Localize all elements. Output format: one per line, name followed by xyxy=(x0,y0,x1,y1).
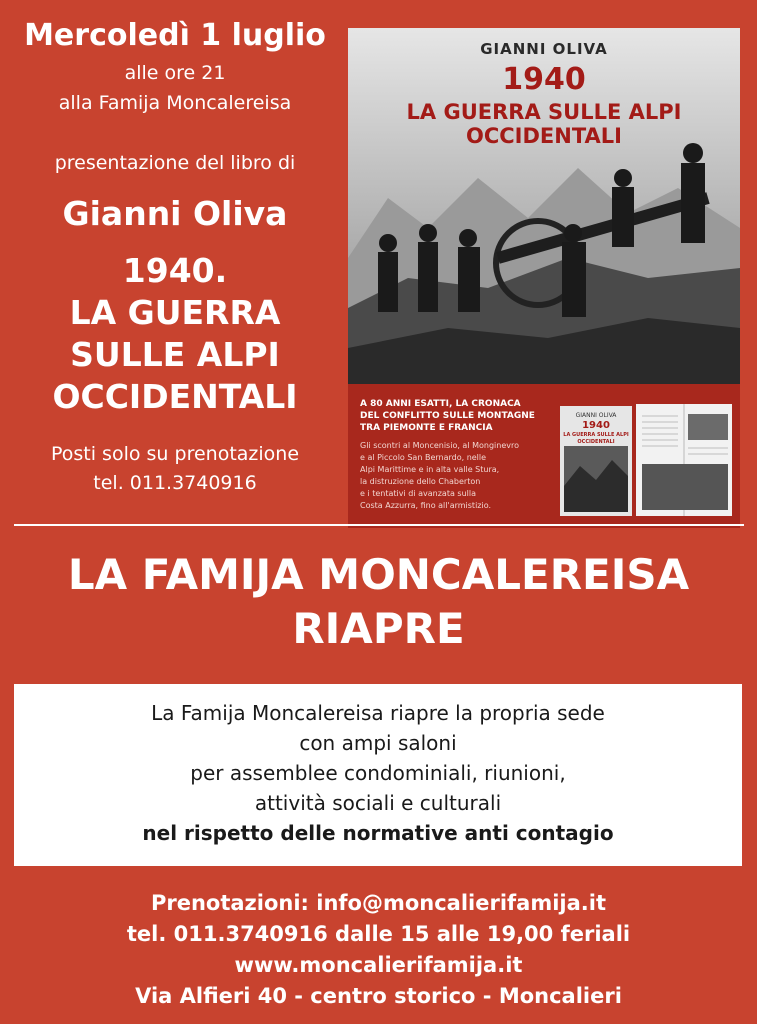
notice-bold-line: nel rispetto delle normative anti contagio xyxy=(142,821,614,845)
cover-description-line: e i tentativi di avanzata sulla xyxy=(360,489,476,498)
mini-book-photo xyxy=(560,446,632,516)
notice-line: La Famija Moncalereisa riapre la propria sede xyxy=(151,701,605,725)
book-cover xyxy=(348,28,740,528)
cover-tagline-line: A 80 ANNI ESATTI, LA CRONACA xyxy=(360,399,521,409)
reopening-headline xyxy=(0,548,757,656)
notice-box xyxy=(14,684,742,866)
cover-description-line: Gli scontri al Moncenisio, al Monginevro xyxy=(360,441,519,450)
cover-tagline-line: TRA PIEMONTE E FRANCIA xyxy=(360,423,493,433)
book-title-line: LA GUERRA xyxy=(69,293,281,332)
headline-line: RIAPRE xyxy=(292,604,465,653)
book-title-line: 1940. xyxy=(122,251,228,290)
cover-description-line: Alpi Marittime e in alta valle Stura, xyxy=(360,465,500,474)
cover-info-panel xyxy=(348,384,740,528)
book-title-line: OCCIDENTALI xyxy=(52,377,298,416)
booking-email[interactable]: Prenotazioni: info@moncalierifamija.it xyxy=(150,891,607,915)
mini-book-spread-image xyxy=(636,404,732,516)
booking-website[interactable]: www.moncalierifamija.it xyxy=(234,953,523,977)
mini-book-author: GIANNI OLIVA xyxy=(575,412,617,419)
event-venue: alla Famija Moncalereisa xyxy=(58,92,292,114)
cover-description-line: e al Piccolo San Bernardo, nelle xyxy=(360,453,487,462)
mini-book-year: 1940 xyxy=(582,420,610,431)
cover-photo-area xyxy=(348,28,740,384)
notice-line: con ampi saloni xyxy=(299,731,457,755)
cover-title-line: LA GUERRA SULLE ALPI xyxy=(406,100,682,124)
cover-tagline xyxy=(360,398,550,434)
booking-info xyxy=(0,888,757,1012)
book-title xyxy=(0,250,350,418)
spread-illustration xyxy=(636,404,732,516)
event-time: alle ore 21 xyxy=(124,62,226,84)
notice-line: attività sociali e culturali xyxy=(254,791,502,815)
cover-title-line: OCCIDENTALI xyxy=(466,124,622,148)
mini-book-image xyxy=(560,406,632,516)
cover-author: GIANNI OLIVA xyxy=(480,40,608,58)
headline-line: LA FAMIJA MONCALEREISA xyxy=(67,550,690,599)
notice-text xyxy=(14,698,742,848)
mini-book-title: LA GUERRA SULLE ALPI OCCIDENTALI xyxy=(563,432,629,445)
cover-tagline-line: DEL CONFLITTO SULLE MONTAGNE xyxy=(360,411,535,421)
book-author: Gianni Oliva xyxy=(62,194,288,233)
cover-description xyxy=(360,440,550,512)
event-phone: tel. 011.3740916 xyxy=(93,472,257,494)
booking-phone: tel. 011.3740916 dalle 15 alle 19,00 feriali xyxy=(126,922,631,946)
presentation-label: presentazione del libro di xyxy=(54,152,296,174)
seats-note: Posti solo su prenotazione xyxy=(50,443,300,465)
booking-address: Via Alfieri 40 - centro storico - Moncalieri xyxy=(135,984,622,1008)
notice-line: per assemblee condominiali, riunioni, xyxy=(190,761,566,785)
event-date: Mercoledì 1 luglio xyxy=(24,18,326,53)
cover-description-line: la distruzione dello Chaberton xyxy=(360,477,481,486)
section-divider xyxy=(14,524,744,526)
cover-description-line: Costa Azzurra, fino all'armistizio. xyxy=(360,501,492,510)
cover-title xyxy=(348,100,740,148)
book-title-line: SULLE ALPI xyxy=(70,335,280,374)
cover-year: 1940 xyxy=(502,62,586,97)
